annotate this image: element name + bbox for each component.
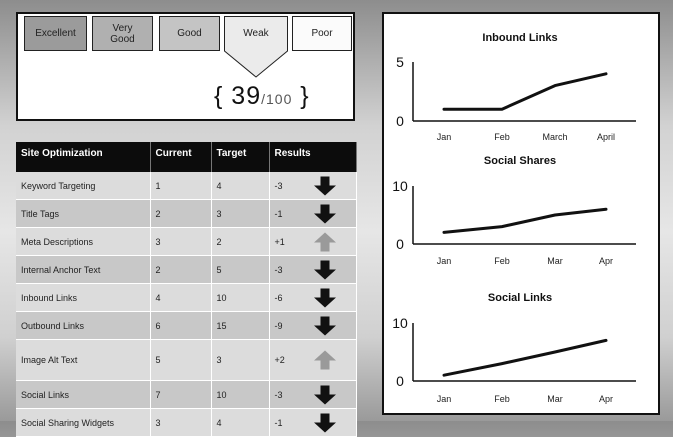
rating-weak: Weak: [243, 28, 269, 39]
cell-result: [269, 200, 356, 228]
header-current: Current: [150, 142, 211, 172]
table-row: [16, 409, 356, 437]
table-header-row: [16, 142, 356, 172]
arrow-down-icon: [314, 204, 336, 223]
table-row: [16, 172, 356, 200]
cell-result: [269, 172, 356, 200]
table-row: [16, 381, 356, 409]
cell-name: Image Alt Text: [16, 340, 150, 381]
x-tick-label: Feb: [494, 132, 510, 142]
x-tick-label: Mar: [547, 394, 563, 404]
table-row: [16, 312, 356, 340]
table-row: [16, 200, 356, 228]
cell-current: 4: [150, 284, 211, 312]
charts-svg: [384, 14, 658, 413]
cell-name: Meta Descriptions: [16, 228, 150, 256]
arrow-up-icon: [314, 232, 336, 251]
cell-current: 2: [150, 200, 211, 228]
cell-target: 4: [211, 172, 269, 200]
cell-result: [269, 409, 356, 437]
cell-target: 3: [211, 200, 269, 228]
score-max: 100: [266, 91, 293, 107]
cell-target: 15: [211, 312, 269, 340]
rating-good: Good: [159, 16, 220, 51]
y-tick-label: 0: [396, 113, 404, 129]
cell-name: Title Tags: [16, 200, 150, 228]
x-tick-label: Jan: [436, 394, 452, 404]
x-tick-label: Jan: [436, 256, 452, 266]
chart-title: Social Shares: [483, 155, 557, 167]
cell-name: Social Sharing Widgets: [16, 409, 150, 437]
x-tick-label: Mar: [547, 256, 563, 266]
y-tick-label: 10: [392, 178, 408, 194]
cell-result-text: +2: [274, 355, 285, 365]
x-tick-label: Feb: [494, 394, 510, 404]
table-row: [16, 256, 356, 284]
cell-result: [269, 284, 356, 312]
arrow-up-icon: [314, 351, 336, 370]
arrow-down-icon: [314, 385, 336, 404]
cell-name: Keyword Targeting: [16, 172, 150, 200]
score-panel: [16, 12, 355, 121]
rating-very-good-line1: Very: [112, 22, 133, 34]
arrow-down-icon: [314, 316, 336, 335]
chart-title: Social Links: [487, 292, 553, 304]
y-tick-label: 5: [396, 54, 404, 70]
cell-current: 3: [150, 228, 211, 256]
cell-current: 7: [150, 381, 211, 409]
series-line: [444, 340, 606, 375]
site-optimization-table: [16, 142, 357, 437]
cell-result-text: -3: [274, 389, 283, 400]
cell-result: [269, 228, 356, 256]
rating-very-good: [92, 16, 153, 51]
cell-result: [269, 340, 356, 381]
cell-target: 10: [211, 381, 269, 409]
cell-current: 6: [150, 312, 211, 340]
score-open-brace: {: [214, 82, 232, 110]
x-tick-label: Feb: [494, 256, 510, 266]
cell-result-text: -1: [274, 417, 283, 428]
cell-result: [269, 256, 356, 284]
score-close-brace: }: [292, 82, 310, 110]
y-tick-label: 10: [392, 315, 408, 331]
cell-result: [269, 381, 356, 409]
cell-target: 2: [211, 228, 269, 256]
x-tick-label: March: [542, 132, 568, 142]
cell-target: 3: [211, 340, 269, 381]
table-row: [16, 284, 356, 312]
cell-result: [269, 312, 356, 340]
cell-name: Outbound Links: [16, 312, 150, 340]
cell-target: 4: [211, 409, 269, 437]
score-display: [214, 82, 310, 111]
rating-poor: Poor: [292, 16, 352, 51]
charts-panel: [382, 12, 660, 415]
arrow-down-icon: [314, 413, 336, 432]
header-results: Results: [269, 142, 356, 172]
score-value: 39: [231, 82, 262, 110]
cell-name: Inbound Links: [16, 284, 150, 312]
x-tick-label: Apr: [598, 394, 614, 404]
rating-excellent: Excellent: [24, 16, 87, 51]
y-tick-label: 0: [396, 236, 404, 252]
cell-result-text: -6: [274, 292, 283, 303]
arrow-down-icon: [314, 260, 336, 279]
arrow-down-icon: [314, 288, 336, 307]
table-row: [16, 340, 356, 381]
cell-name: Internal Anchor Text: [16, 256, 150, 284]
x-tick-label: Apr: [598, 256, 614, 266]
arrow-down-icon: [314, 176, 336, 195]
cell-result-text: +1: [274, 236, 285, 247]
score-slash: /: [261, 91, 266, 107]
cell-current: 2: [150, 256, 211, 284]
table-row: [16, 228, 356, 256]
cell-name: Social Links: [16, 381, 150, 409]
cell-result-text: -1: [274, 208, 283, 219]
cell-target: 10: [211, 284, 269, 312]
cell-result-text: -9: [274, 320, 283, 331]
cell-target: 5: [211, 256, 269, 284]
cell-current: 3: [150, 409, 211, 437]
rating-very-good-line2: Good: [110, 33, 135, 45]
cell-current: 1: [150, 172, 211, 200]
cell-result-text: -3: [274, 264, 283, 275]
cell-current: 5: [150, 340, 211, 381]
chart-title: Inbound Links: [482, 32, 558, 44]
x-tick-label: Jan: [436, 132, 452, 142]
y-tick-label: 0: [396, 373, 404, 389]
header-target: Target: [211, 142, 269, 172]
x-tick-label: April: [596, 132, 616, 142]
header-site-optimization: Site Optimization: [16, 142, 150, 172]
series-line: [444, 74, 606, 109]
series-line: [444, 209, 606, 232]
cell-result-text: -3: [274, 180, 283, 191]
